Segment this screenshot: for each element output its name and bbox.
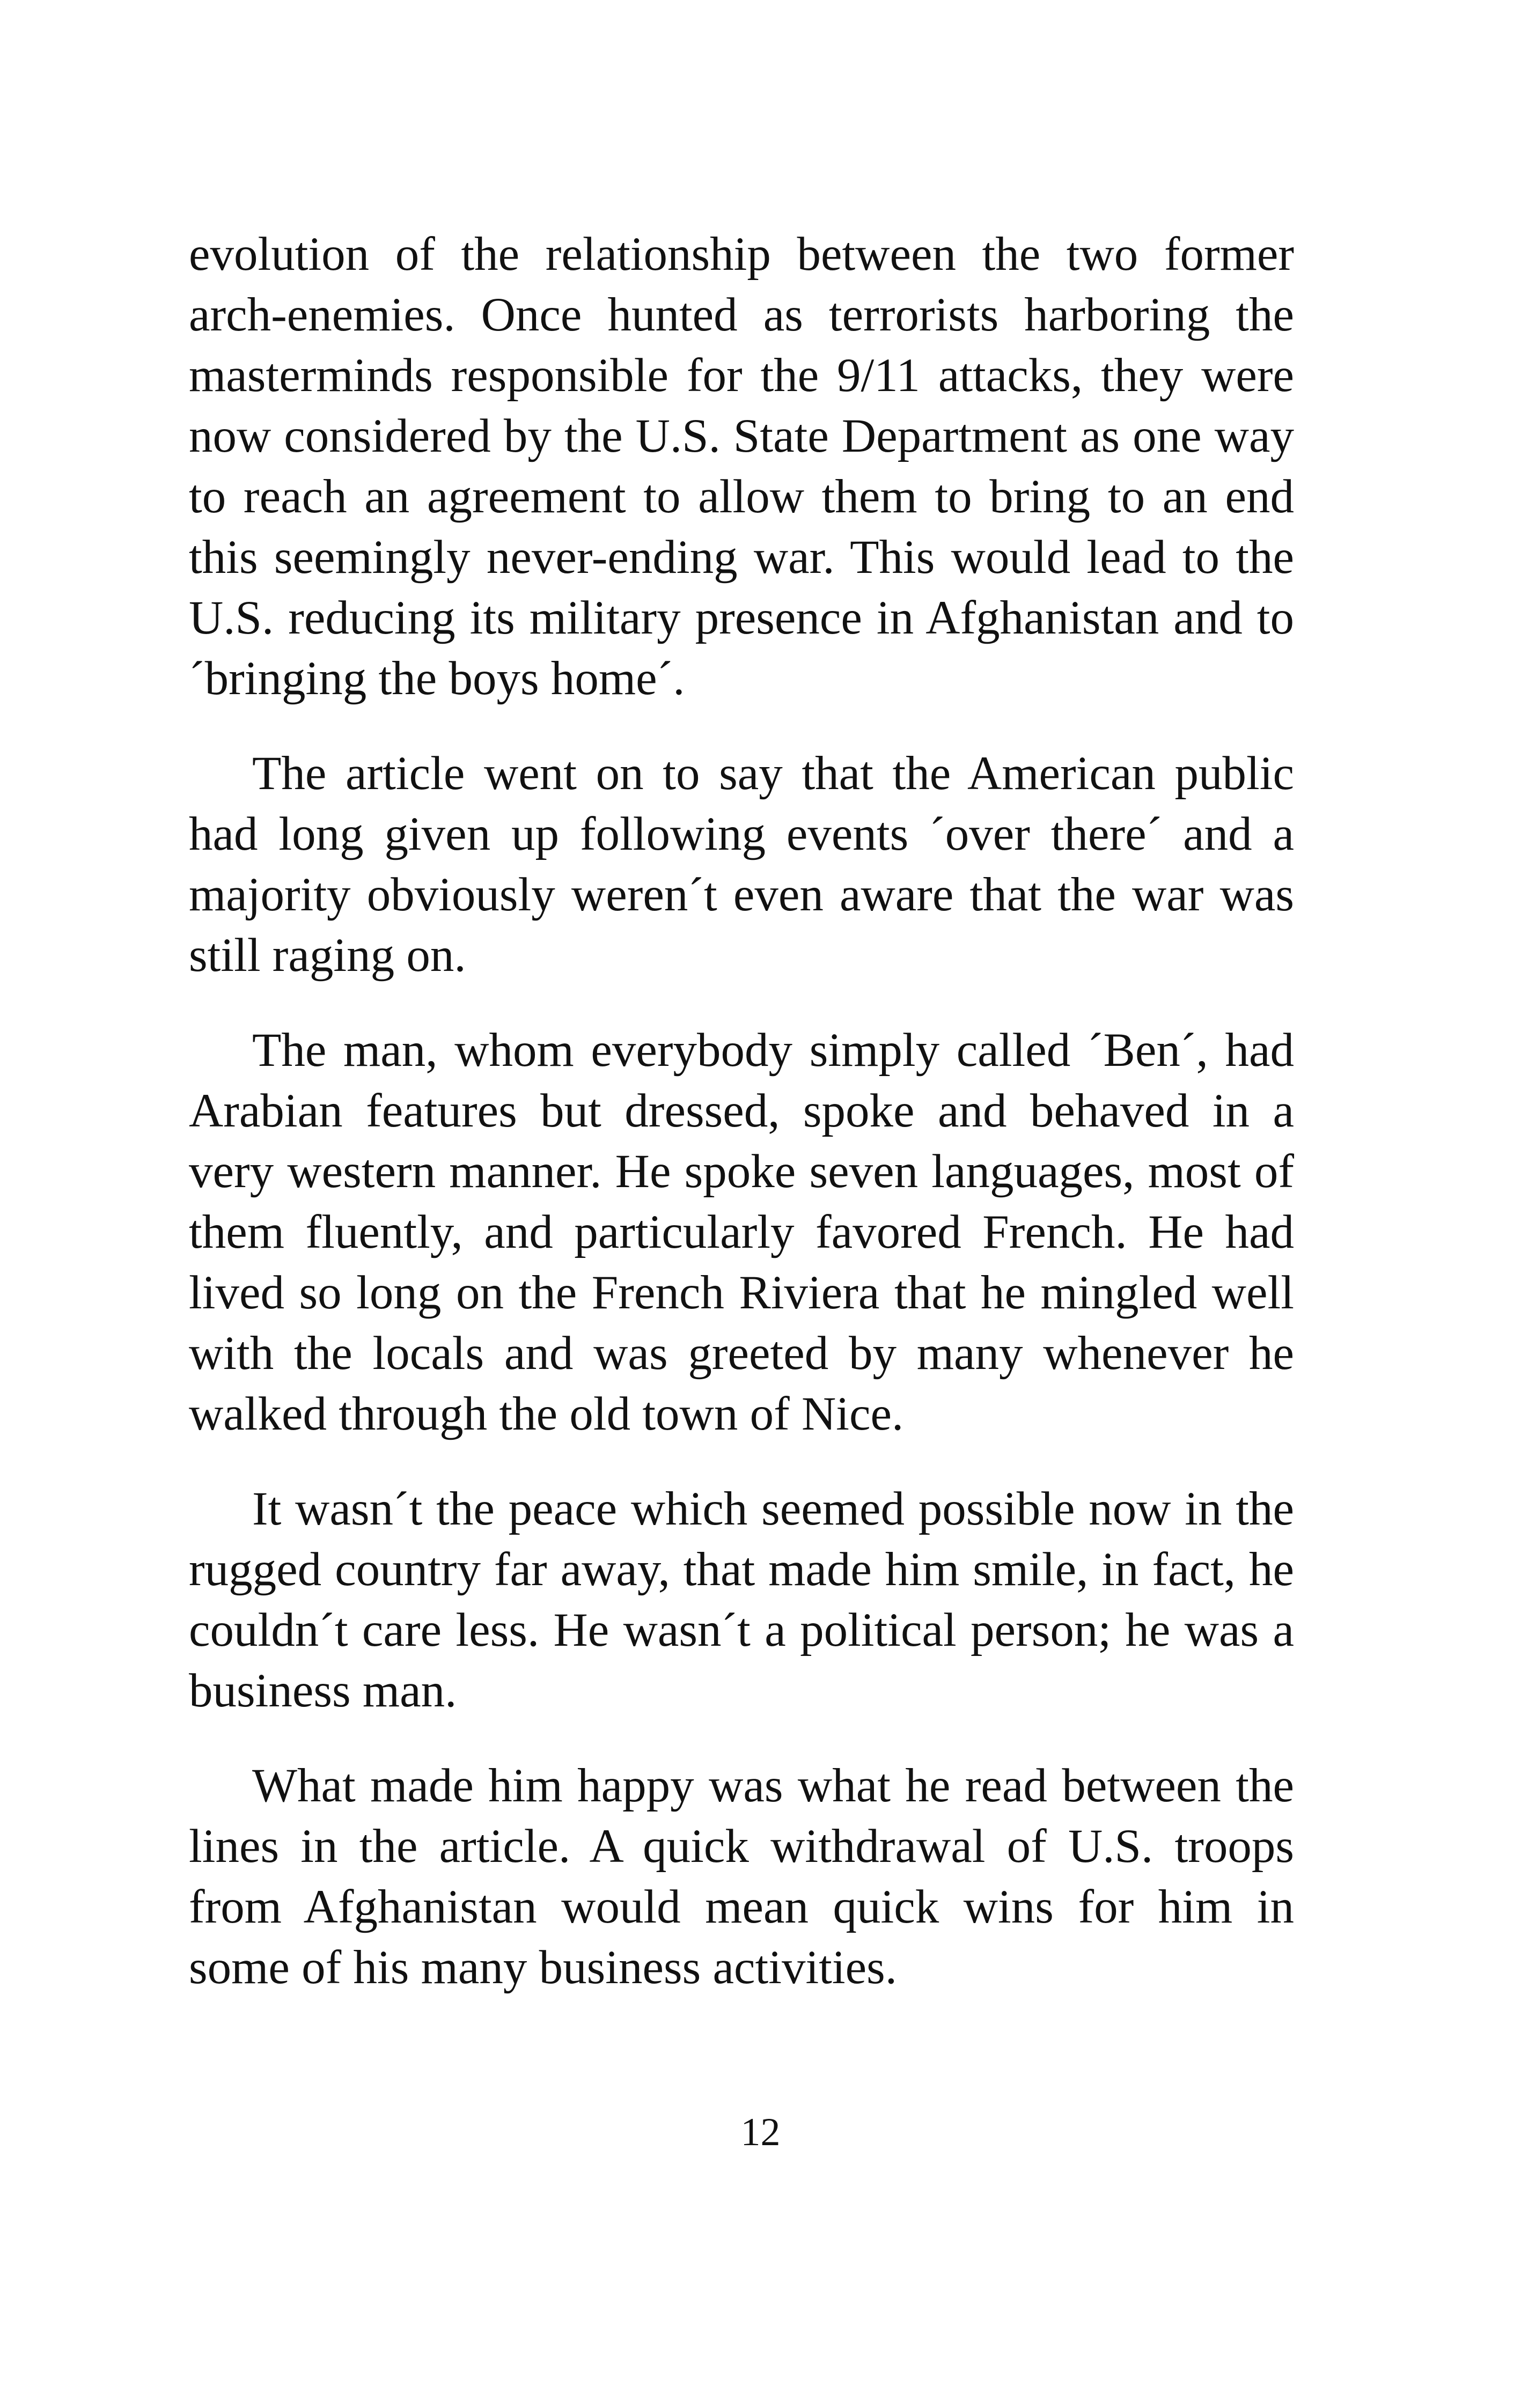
paragraph-ben-description: The man, whom everybody simply called ´Ben´, had Arabian features but dressed, spoke and behaved in a very western manner. He spoke seven languages, most of them fluently, and particularly favored French. He had lived so long on the French Riviera that he mingled well with the locals and was greeted by many whenever he walked through the old town of Nice. (189, 1024, 1294, 1440)
paragraph-continued: evolution of the relationship between the two former arch-enemies. Once hunted as terrorists harboring the masterminds responsible for the 9/11 attacks, they were now considered by the U.S. State Department as one way to reach an agreement to allow them to bring to an end this seemingly never-ending war. This would lead to the U.S. reducing its military presence in Afghanistan and to ´bringing the boys home´. (189, 228, 1294, 705)
body-text (189, 224, 1294, 2033)
page-number: 12 (740, 2110, 781, 2154)
paragraph-business-wins: What made him happy was what he read between the lines in the article. A quick withdrawal of U.S. troops from Afghanistan would mean quick wins for him in some of his many business activities. (189, 1759, 1294, 1994)
paragraph-article-public: The article went on to say that the American public had long given up following events ´over there´ and a majority obviously weren´t even aware that the war was still raging on. (189, 747, 1294, 982)
paragraph-peace-smile: It wasn´t the peace which seemed possible now in the rugged country far away, that made him smile, in fact, he couldn´t care less. He wasn´t a political person; he was a business man. (189, 1483, 1294, 1717)
